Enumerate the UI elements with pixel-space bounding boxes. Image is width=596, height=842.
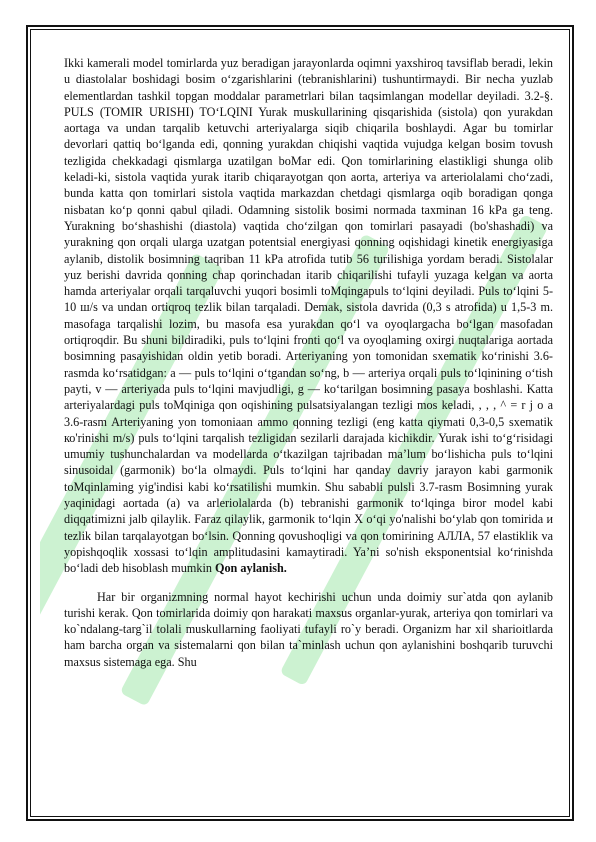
paragraph-1 — [64, 55, 553, 577]
document-body — [64, 55, 553, 670]
paragraph-2: Har bir organizmning normal hayot kechirishi uchun unda doimiy sur`atda qon aylanib turishi kerak. Qon tomirlarida doimiy qon harakati maxsus organlar-yurak, arteriya qon tomirlari va ko`ndalang-targ`il tolali muskullarning faoliyati tufayli ro`y beradi. Organizm har xil sharioitlarda ham barcha organ va sistemalarni qon bilan ta`minlash uchun qon aylanishini boshqarib turuvchi maxsus sistemaga ega. Shu — [64, 589, 553, 669]
paragraph-1-text: Ikki kamerali model tomirlarda yuz beradigan jarayonlarda oqimni yaxshiroq tavsiflab beradi, lekin u diastolalar boshidagi bosim o‘zgarishlarini (tebranishlarini) tushuntirmaydi. Bir necha yuzlab elementlardan tashkil topgan moddalar parametrlari bilan taqsimlangan modellar deyiladi. 3.2-§. PULS (TOMIR URISHI) TO‘LQINI Yurak muskullarining qisqarishida (sistola) qon yurakdan aortaga va undan tarqalib ketuvchi arteriyalarga siqib chiqarila boshlaydi. Agar bu tomirlar devorlari qattiq bo‘lganda edi, qonning yurakdan chiqishi vaqtida vujudga kelgan bosim tovush tezligida chekkadagi qismlarga uzatilgan boMar edi. Qon tomirlarining elastikligi shunga olib keladi-ki, sistola vaqtida yurak itarib chiqarayotgan qon aorta, arteriya va arteriolalami cho‘zadi, bunda katta qon tomirlari sistola vaqtida markazdan chetdagi qismlarga oqib boradigan qonga nisbatan ko‘p qonni qabul qiladi. Odamning sistolik bosimi normada taxminan 16 kPa ga teng. Yurakning bo‘shashishi (diastola) vaqtida cho‘zilgan qon tomirlari pasayadi (bo'shashadi) va yurakning qon orqali ularga uzatgan potentsial energiyasi qonning oqishidagi kinetik energiyasiga aylanib, distolik bosimning taqriban 11 kPa atrofida tutib 56 turilishiga yordam beradi. Sistolalar yuz berishi davrida qonning chap qorinchadan itarib chiqarilishi tufayli yuzaga kelgan va aorta hamda arteriyalar orqali tarqaluvchi yuqori bosimli toMqingapuls to‘lqini deyiladi. Puls to‘lqini 5-10 ш/s va undan ortiqroq tezlik bilan tarqaladi. Demak, sistola davrida (0,3 s atrofida) u 1,5-3 m. masofaga tarqalishi lozim, bu masofa esa yurakdan qo‘l va oyoqlargacha bo‘lgan masofadan ortiqroqdir. Bu shuni bildiradiki, puls to‘lqini fronti qo‘l va oyoqlaming oxirgi nuqtalariga aortada bosimning pasayishidan oldin yetib boradi. Arteriyaning yon tomonidan sxematik ko‘rinishi 3.6-rasmda ko‘rsatidgan: a — puls to‘lqini o‘tgandan so‘ng, b — arteriya orqali puls to‘lqinining o‘tish payti, v — arteriyada puls to‘lqini mavjudligi, g — ko‘tarilgan bosimning pasaya boshlashi. Katta arteriyalardagi puls toMqiniga qon oqishining pulsatsiyalangan tezligi mos keladi, , , , ^ = r j o a 3.6-rasm Arteriyaning yon tomoniaan ammo qonning tezligi (eng katta qiymati 0,3-0,5 sxematik ко'rinishi m/s) puls to‘lqini tarqalish tezligidan sezilarli darajada kichikdir. Yurak ishi to‘g‘risidagi umumiy tushunchalardan va modellarda o‘tkazilgan tajribadan ma’lum bo‘lishicha puls to‘lqini sinusoidal (garmonik) bo‘la olmaydi. Puls to‘lqini har qanday davriy jarayon kabi garmonik toMqinlaming yig'indisi kabi ko‘rsatilishi mumkin. Shu sababli pulsli 3.7-rasm Bosimning yurak yaqinidagi aortada (a) va arleriolalarda (b) tebranishi garmonik to‘lqinga biror model kabi diqqatimizni jalb qilaylik. Faraz qilaylik, garmonik to‘lqin X o‘qi yo'nalishi bo‘ylab qon tomirida и tezlik bilan tarqalayotgan bo‘lsin. Qonning qovushoqligi va qon tomirining АЛЛА, 57 elastiklik va yopishqoqlik xossasi to‘lqin amplitudasini kamaytiradi. Ya’ni so'nish eksponentsial ko‘rinishda bo‘ladi deb hisoblash mumkin — [64, 56, 553, 576]
paragraph-1-bold-tail: Qon aylanish. — [214, 561, 287, 576]
